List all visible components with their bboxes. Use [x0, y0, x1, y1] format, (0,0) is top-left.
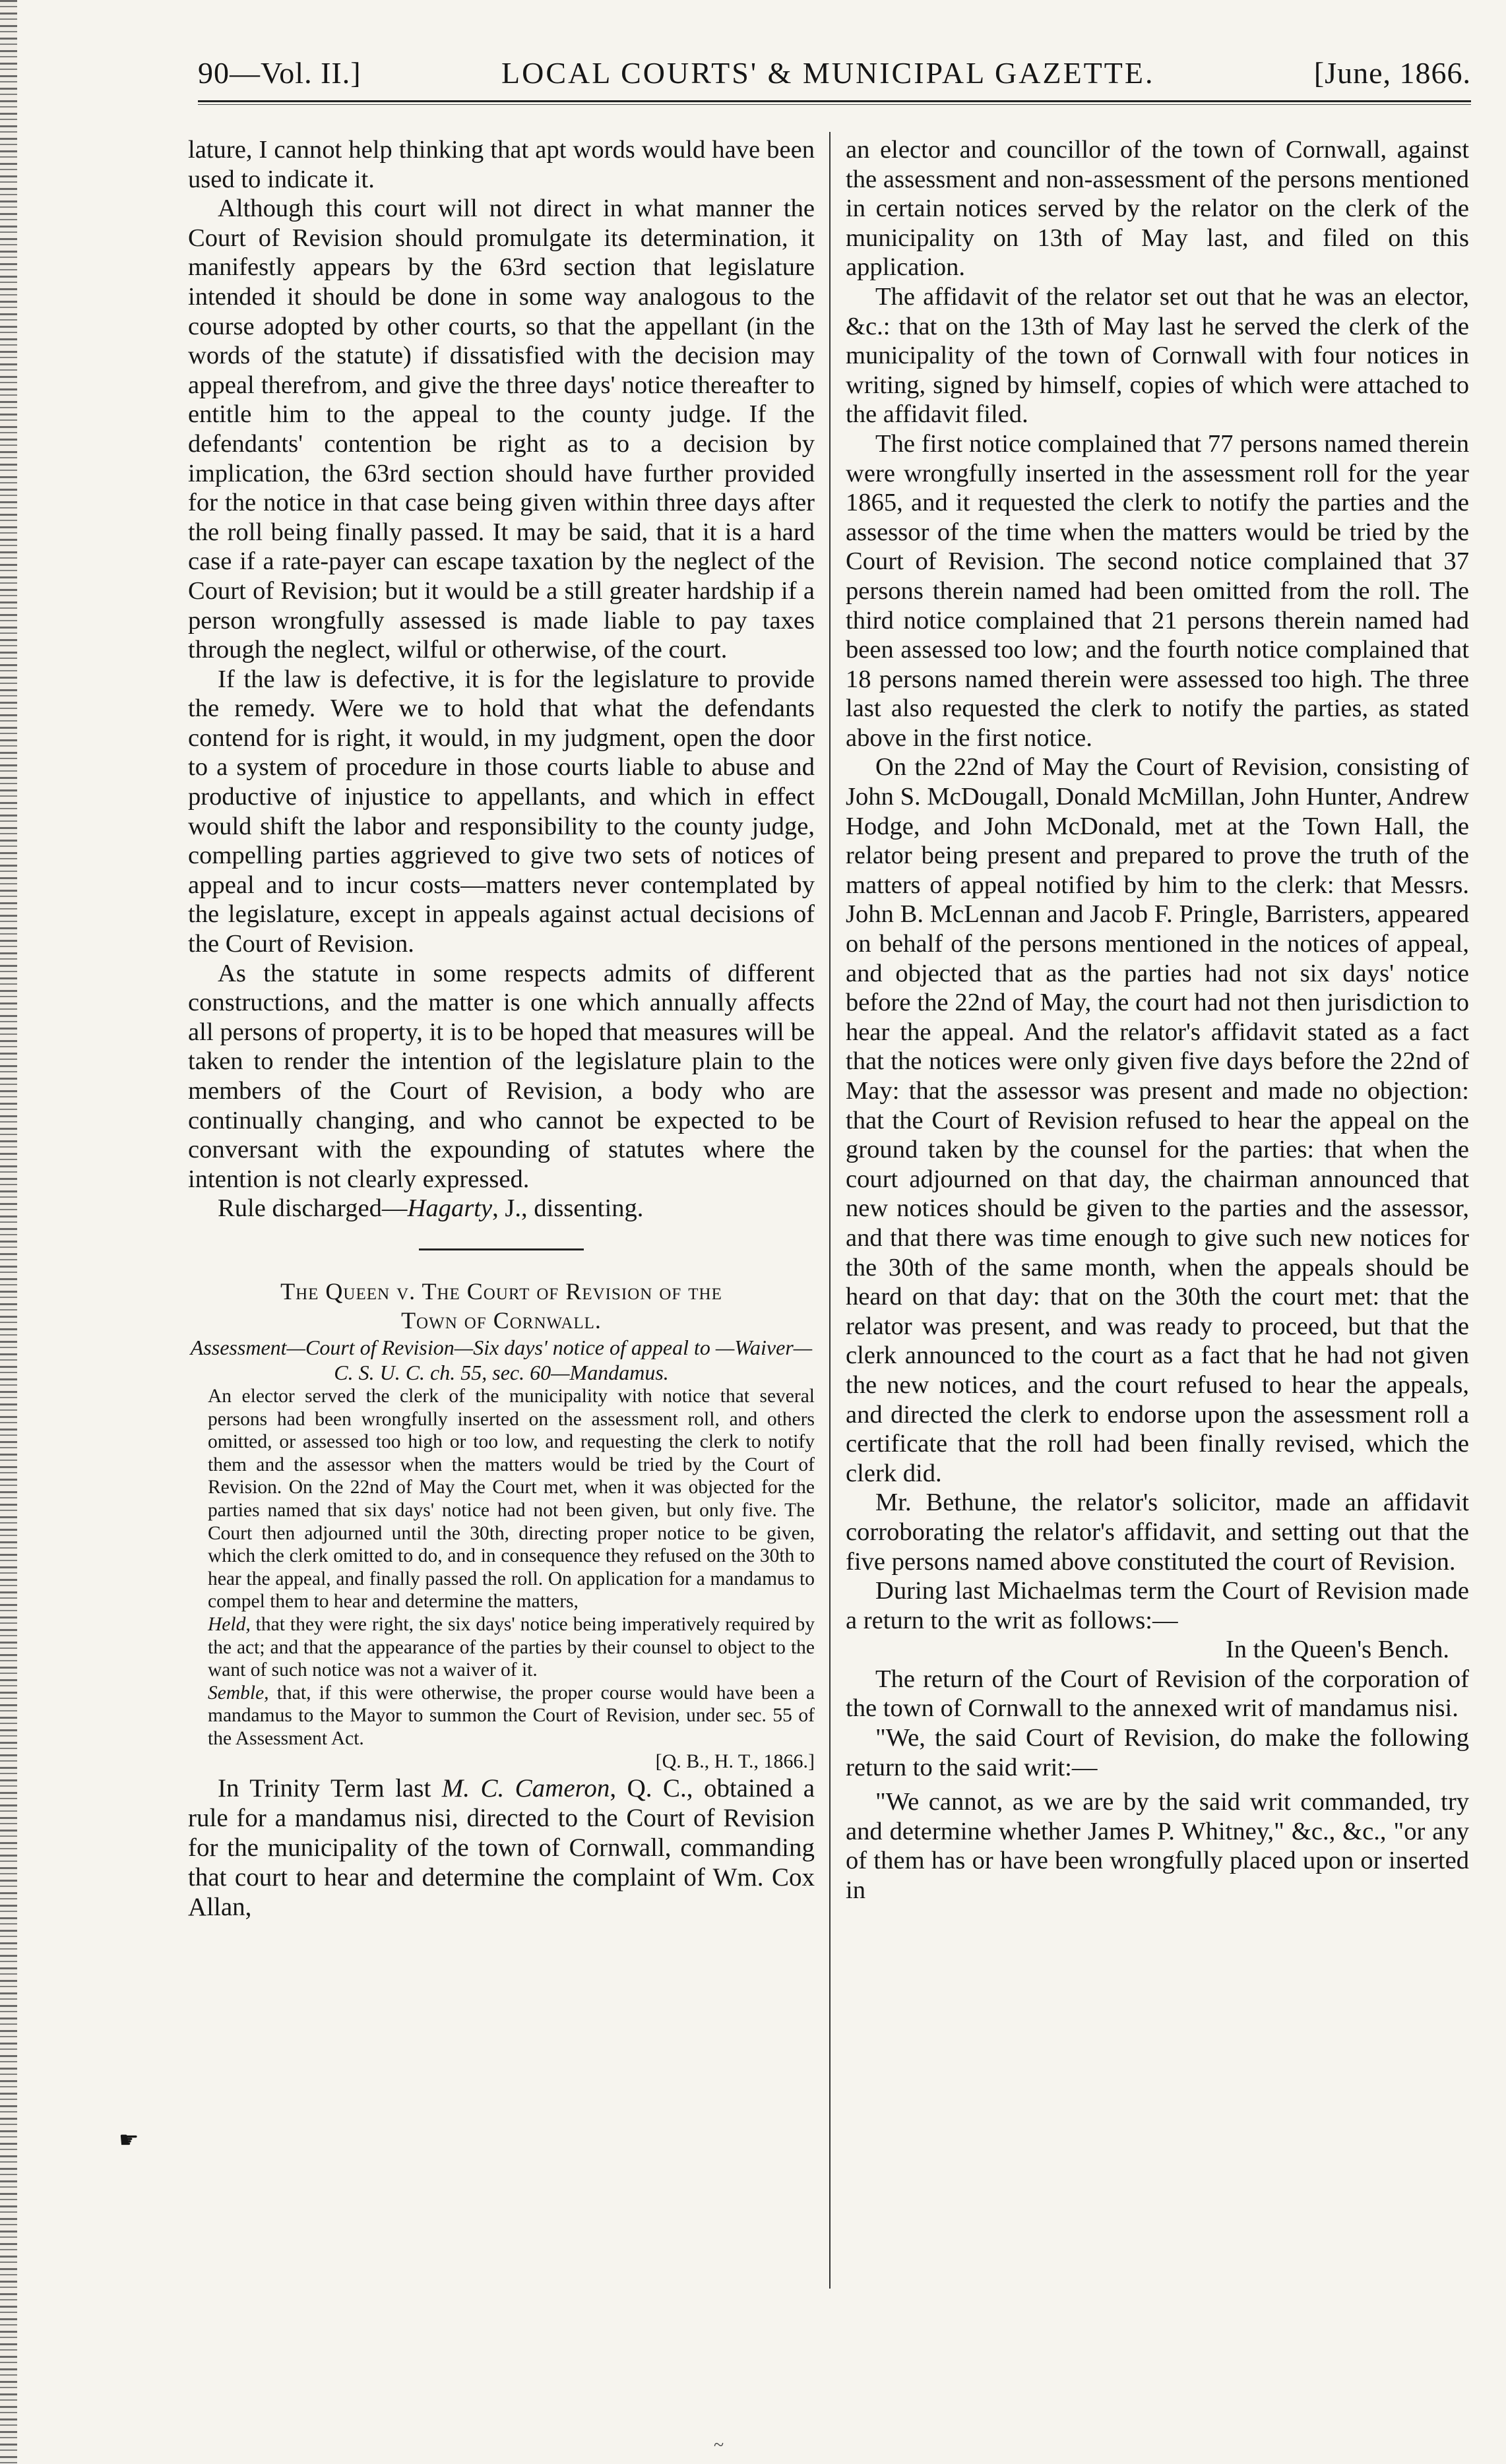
footer-mark: ~: [714, 2435, 724, 2455]
headnote-held: Held, that they were right, the six days' notice being imperatively required by the act; and that the appearance of the parties by their counsel to object to the want of such notice was not a waiver of it.: [208, 1613, 815, 1681]
paragraph: lature, I cannot help thinking that apt words would have been used to indicate it.: [188, 136, 815, 193]
header-journal-title: LOCAL COURTS' & MUNICIPAL GAZETTE.: [501, 56, 1155, 90]
headnote-keywords: Assessment—Court of Revision—Six days' notice of appeal to —Waiver—C. S. U. C. ch. 55, sec. 60—Mandamus.: [190, 1335, 813, 1384]
left-column: [188, 135, 815, 1922]
pointing-hand-icon: ☛: [119, 2128, 139, 2153]
header-rule: [198, 100, 1471, 102]
judgment-opening: In Trinity Term last M. C. Cameron, Q. C., obtained a rule for a mandamus nisi, directed to the Court of Revision for the municipality of the town of Cornwall, commanding that court to hear and determine the complaint of Wm. Cox Allan,: [188, 1774, 815, 1922]
header-date: [June, 1866.: [1313, 56, 1471, 90]
quoted-return: "We cannot, as we are by the said writ commanded, try and determine whether James P. Whitney," &c., &c., "or any of them has or have been wrongfully placed upon or inserted in: [846, 1788, 1469, 1905]
paragraph: The first notice complained that 77 persons named therein were wrongfully inserted in the assessment roll for the year 1865, and it requested the clerk to notify the parties and the assessor of the time when the matters would be tried by the Court of Revision. The second notice complained that 37 persons therein named had been omitted from the roll. The third notice complained that 21 persons therein named had been assessed too low; and the fourth notice complained that 18 persons named therein were assessed too high. The three last also requested the clerk to notify the parties, as stated above in the first notice.: [846, 429, 1469, 752]
court-heading: In the Queen's Bench.: [1225, 1636, 1449, 1664]
right-column: [846, 135, 1469, 1905]
court-citation: [Q. B., H. T., 1866.]: [655, 1750, 815, 1773]
headnote-semble: Semble, that, if this were otherwise, the proper course would have been a mandamus to the Mayor to summon the Court of Revision, under sec. 55 of the Assessment Act.: [208, 1682, 815, 1749]
rule-discharged-line: Rule discharged—Hagarty, J., dissenting.: [218, 1194, 644, 1223]
running-header: [198, 46, 1471, 99]
page-binding-edge: [0, 0, 17, 2464]
header-volume: 90—Vol. II.]: [198, 56, 361, 90]
paragraph: As the statute in some respects admits of different constructions, and the matter is one which annually affects all persons of property, it is to be hoped that measures will be taken to render the intention of the legislature plain to the members of the Court of Revision, a body who are continually changing, and who cannot be expected to be conversant with the expounding of statutes where the intention is not clearly expressed.: [188, 959, 815, 1193]
paragraph: If the law is defective, it is for the legislature to provide the remedy. Were we to hold that what the defendants contend for is right, it would, in my judgment, open the door to a system of procedure in those courts liable to abuse and productive of injustice to appellants, and which in effect would shift the labor and responsibility to the county judge, compelling parties aggrieved to give two sets of notices of appeal and to incur costs—matters never contemplated by the legislature, except in appeals against actual decisions of the Court of Revision.: [188, 665, 815, 958]
quoted-return: "We, the said Court of Revision, do make the following return to the said writ:—: [846, 1724, 1469, 1781]
paragraph: an elector and councillor of the town of Cornwall, against the assessment and non-assessment of the persons mentioned in certain notices served by the relator on the clerk of the municipality on 13th of May last, and filed on this application.: [846, 136, 1469, 282]
section-separator: [419, 1248, 584, 1250]
paragraph: The return of the Court of Revision of the corporation of the town of Cornwall to the annexed writ of mandamus nisi.: [846, 1665, 1469, 1723]
header-rule-thin: [198, 104, 1471, 105]
paragraph: Although this court will not direct in what manner the Court of Revision should promulgate its determination, it manifestly appears by the 63rd section that legislature intended it should be done in some way analogous to the course adopted by other courts, so that the appellant (in the words of the statute) if dissatisfied with the decision may appeal therefrom, and give the three days' notice thereafter to entitle him to the appeal to the county judge. If the defendants' contention be right as to a decision by implication, the 63rd section should have further provided for the notice in that case being given within three days after the roll being finally passed. It may be said, that it is a hard case if a rate-payer can escape taxation by the neglect of the Court of Revision; but it would be a still greater hardship if a person wrongfully assessed is made liable to pay taxes through the neglect, wilful or otherwise, of the court.: [188, 195, 815, 664]
paragraph: The affidavit of the relator set out that he was an elector, &c.: that on the 13th of May last he served the clerk of the municipality of the town of Cornwall with four notices in writing, signed by himself, copies of which were attached to the affidavit filed.: [846, 282, 1469, 429]
column-divider: [829, 132, 831, 2289]
headnote-facts: An elector served the clerk of the municipality with notice that several persons had been wrongfully inserted on the assessment roll, and others omitted, or assessed too high or too low, and requesting the clerk to notify them and the assessor when the matters would be tried by the Court of Revision. On the 22nd of May the Court met, when it was objected for the parties named that six days' notice had not been given, but only five. The Court then adjourned until the 30th, directing proper notice to be given, which the clerk omitted to do, and in consequence they refused on the 30th to hear the appeal, and finally passed the roll. On application for a mandamus to compel them to hear and determine the matters,: [208, 1385, 815, 1613]
paragraph: On the 22nd of May the Court of Revision, consisting of John S. McDougall, Donald McMillan, John Hunter, Andrew Hodge, and John McDonald, met at the Town Hall, the relator being present and prepared to prove the truth of the matters of appeal notified by him to the clerk: that Messrs. John B. McLennan and Jacob F. Pringle, Barristers, appeared on behalf of the persons mentioned in the notices of appeal, and objected that as the parties had not six days' notice before the 22nd of May, the court had not then jurisdiction to hear the appeal. And the relator's affidavit stated as a fact that the notices were only given five days before the 22nd of May: that the assessor was present and made no objection: that the Court of Revision refused to hear the appeal on the ground taken by the counsel for the parties: that when the court adjourned on that day, the chairman announced that new notices should be given to the parties and the assessor, and that there was time enough to give such new notices for the 30th of the same month, when the appeals should be heard on that day: that on the 30th the court met: that the relator was present, and was ready to proceed, but that the clerk announced to the court as a fact that he had not given the new notices, and the court refused to hear the appeals, and directed the clerk to endorse upon the assessment roll a certificate that the roll had been finally revised, which the clerk did.: [846, 753, 1469, 1487]
paragraph: During last Michaelmas term the Court of Revision made a return to the writ as follows:—: [846, 1577, 1469, 1634]
paragraph: Mr. Bethune, the relator's solicitor, made an affidavit corroborating the relator's affidavit, and setting out that the five persons named above constituted the court of Revision.: [846, 1489, 1469, 1576]
case-title: The Queen v. The Court of Revision of the Town of Cornwall.: [280, 1278, 722, 1334]
